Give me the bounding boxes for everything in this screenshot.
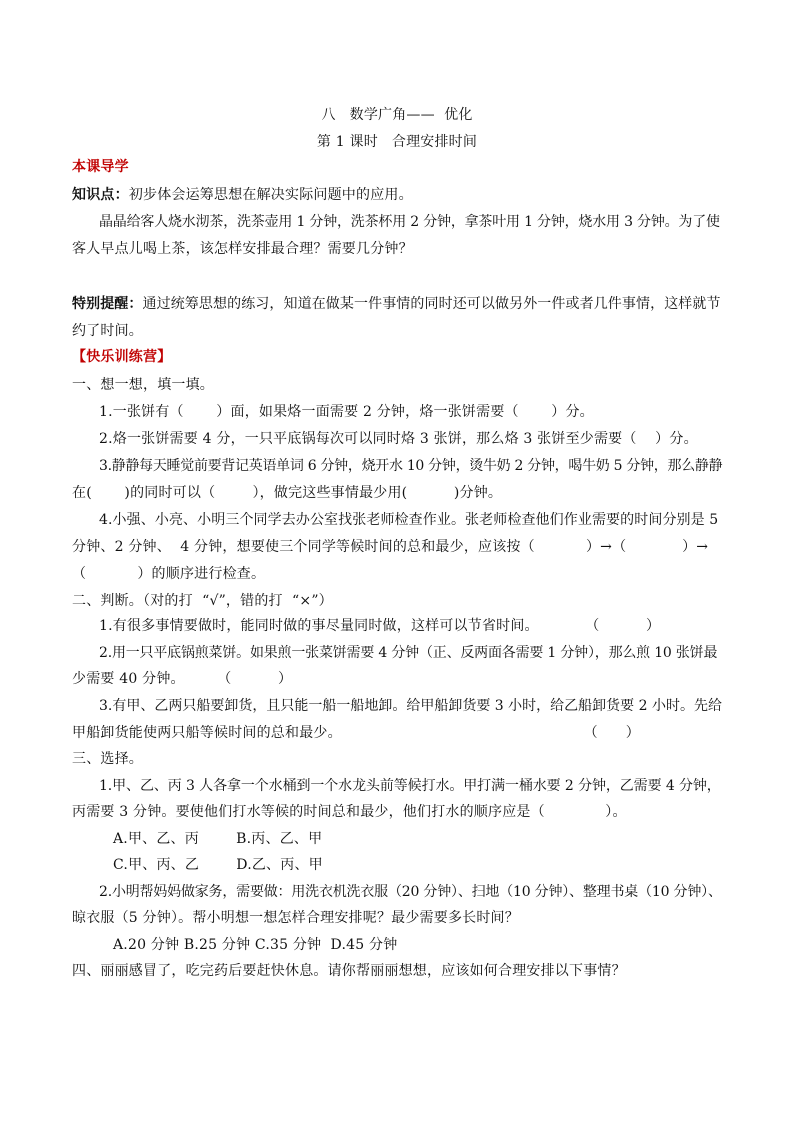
example-line-1: 晶晶给客人烧水沏茶，洗茶壶用 1 分钟，洗茶杯用 2 分钟，拿茶叶用 1 分钟，烧水用 3 分钟。为了使 (99, 214, 720, 230)
knowledge-line (72, 186, 413, 204)
s2-question-2-line-1: 2.用一只平底锅煎菜饼。如果煎一张菜饼需要 4 分钟（正、反两面各需要 1 分钟），那么煎 10 张饼最 (99, 645, 718, 661)
s2-question-2-line-2: 少需要 40 分钟。 （ ） (72, 671, 293, 687)
s3-question-1-line-2: 丙需要 3 分钟。要使他们打水等候的时间总和最少，他们打水的顺序应是（ ）。 (72, 804, 627, 820)
section-1-heading: 一、想一想，填一填。 (72, 377, 214, 393)
s3-question-1-options-ab: A.甲、乙、丙 B.丙、乙、甲 (113, 831, 323, 847)
s1-question-2: 2.烙一张饼需要 4 分，一只平底锅每次可以同时烙 3 张饼，那么烙 3 张饼至少需要（ ）分。 (99, 431, 698, 447)
s1-question-1: 1.一张饼有（ ）面，如果烙一面需要 2 分钟，烙一张饼需要（ ）分。 (99, 404, 594, 420)
s1-question-3-line-1: 3.静静每天睡觉前要背记英语单词 6 分钟，烧开水 10 分钟，烫牛奶 2 分钟，喝牛奶 5 分钟，那么静静 (99, 458, 723, 474)
example-line-2: 客人早点儿喝上茶，该怎样安排最合理？需要几分钟？ (72, 241, 413, 257)
s2-question-3-line-2: 甲船卸货能使两只船等候时间的总和最少。 （ ） (72, 725, 640, 741)
knowledge-text: 初步体会运筹思想在解决实际问题中的应用。 (128, 187, 413, 203)
s3-question-1-line-1: 1.甲、乙、丙 3 人各拿一个水桶到一个水龙头前等候打水。甲打满一桶水要 2 分钟，乙需要 4 分钟， (99, 778, 721, 794)
reminder-line-2: 约了时间。 (72, 323, 143, 339)
section-4-heading: 四、丽丽感冒了，吃完药后要赶快休息。请你帮丽丽想想，应该如何合理安排以下事情？ (72, 963, 626, 979)
section-3-heading: 三、选择。 (72, 751, 143, 767)
s2-question-1: 1.有很多事情要做时，能同时做的事尽量同时做，这样可以节省时间。 （ ） (99, 618, 661, 634)
s1-question-4-line-3: （ ）的顺序进行检查。 (72, 566, 266, 582)
s3-question-2-options: A.20 分钟 B.25 分钟 C.35 分钟 D.45 分钟 (113, 937, 398, 953)
s3-question-2-line-2: 晾衣服（5 分钟）。帮小明想一想怎样合理安排呢？最少需要多长时间？ (72, 910, 519, 926)
lesson-subtitle: 第 1 课时 合理安排时间 (316, 134, 478, 150)
s1-question-4-line-1: 4.小强、小亮、小明三个同学去办公室找张老师检查作业。张老师检查他们作业需要的时间分别是 5 (99, 512, 719, 528)
knowledge-label: 知识点： (72, 187, 129, 203)
section-2-heading: 二、判断。（对的打 “√”，错的打 “×”） (72, 593, 333, 609)
reminder-label: 特别提醒： (72, 296, 143, 312)
document-title: 八 数学广角—— 优化 (321, 107, 473, 123)
s3-question-1-options-cd: C.甲、丙、乙 D.乙、丙、甲 (113, 857, 323, 873)
reminder-line-1 (72, 295, 721, 313)
s3-question-2-line-1: 2.小明帮妈妈做家务，需要做：用洗衣机洗衣服（20 分钟）、扫地（10 分钟）、整理书桌（10 分钟）、 (99, 884, 722, 900)
s1-question-4-line-2: 分钟、2 分钟、 4 分钟，想要使三个同学等候时间的总和最少，应该按（ ）→（ ）→ (72, 539, 709, 555)
guide-heading: 本课导学 (72, 159, 129, 175)
reminder-text: 通过统筹思想的练习，知道在做某一件事情的同时还可以做另外一件或者几件事情，这样就节 (142, 296, 721, 312)
s2-question-3-line-1: 3.有甲、乙两只船要卸货，且只能一船一船地卸。给甲船卸货要 3 小时，给乙船卸货要 2 小时。先给 (99, 698, 722, 714)
s1-question-3-line-2: 在( )的同时可以（ ），做完这些事情最少用( )分钟。 (72, 485, 503, 501)
camp-heading: 【快乐训练营】 (72, 349, 172, 365)
